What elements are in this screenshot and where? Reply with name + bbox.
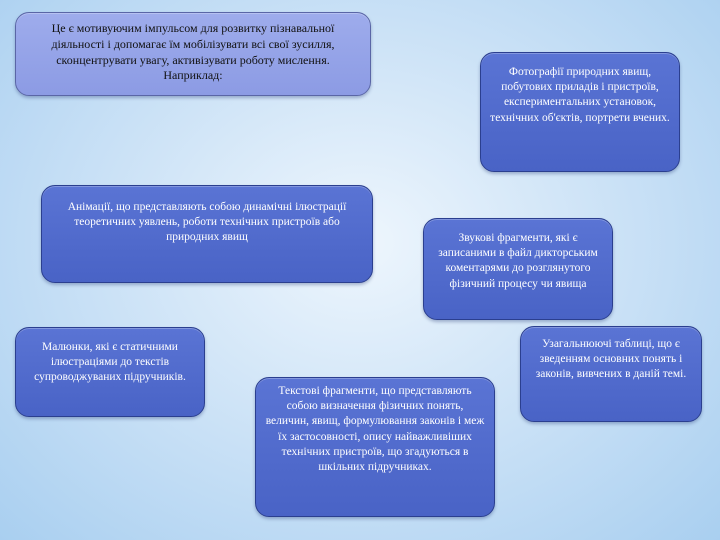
photos-box — [480, 52, 680, 172]
motivation-text: Це є мотивуючим імпульсом для розвитку пізнавальної діяльності і допомагає їм мобілізувати всі свої зусилля, сконцентрувати увагу, активізувати роботу мислення. Наприклад: — [51, 21, 335, 83]
animations-box — [41, 185, 373, 283]
pictures-box — [15, 327, 205, 417]
photos-text: Фотографії природних явищ, побутових приладів і пристроїв, експериментальних установок, технічних об'єктів, портрети вчених. — [490, 66, 670, 124]
texts-text: Текстові фрагменти, що представляють собою визначення фізичних понять, величин, явищ, формулювання законів і меж їх застосовності, опису найважливіших технічних пристроїв, що згадуються в шкільних підручниках. — [265, 385, 485, 473]
sounds-text: Звукові фрагменти, які є записаними в файл дикторським коментарями до розглянутого фізичний процесу чи явища — [438, 232, 598, 290]
texts-box — [255, 377, 495, 517]
animations-text: Анімації, що представляють собою динамічні ілюстрації теоретичних уявлень, роботи технічних пристроїв або природних явищ — [67, 201, 347, 244]
motivation-box — [15, 12, 371, 96]
tables-box — [520, 326, 702, 422]
pictures-text: Малюнки, які є статичними ілюстраціями до текстів супроводжуваних підручників. — [34, 341, 186, 384]
sounds-box — [423, 218, 613, 320]
tables-text: Узагальнюючі таблиці, що є зведенням основних понять і законів, вивчених в даній темі. — [535, 338, 687, 381]
